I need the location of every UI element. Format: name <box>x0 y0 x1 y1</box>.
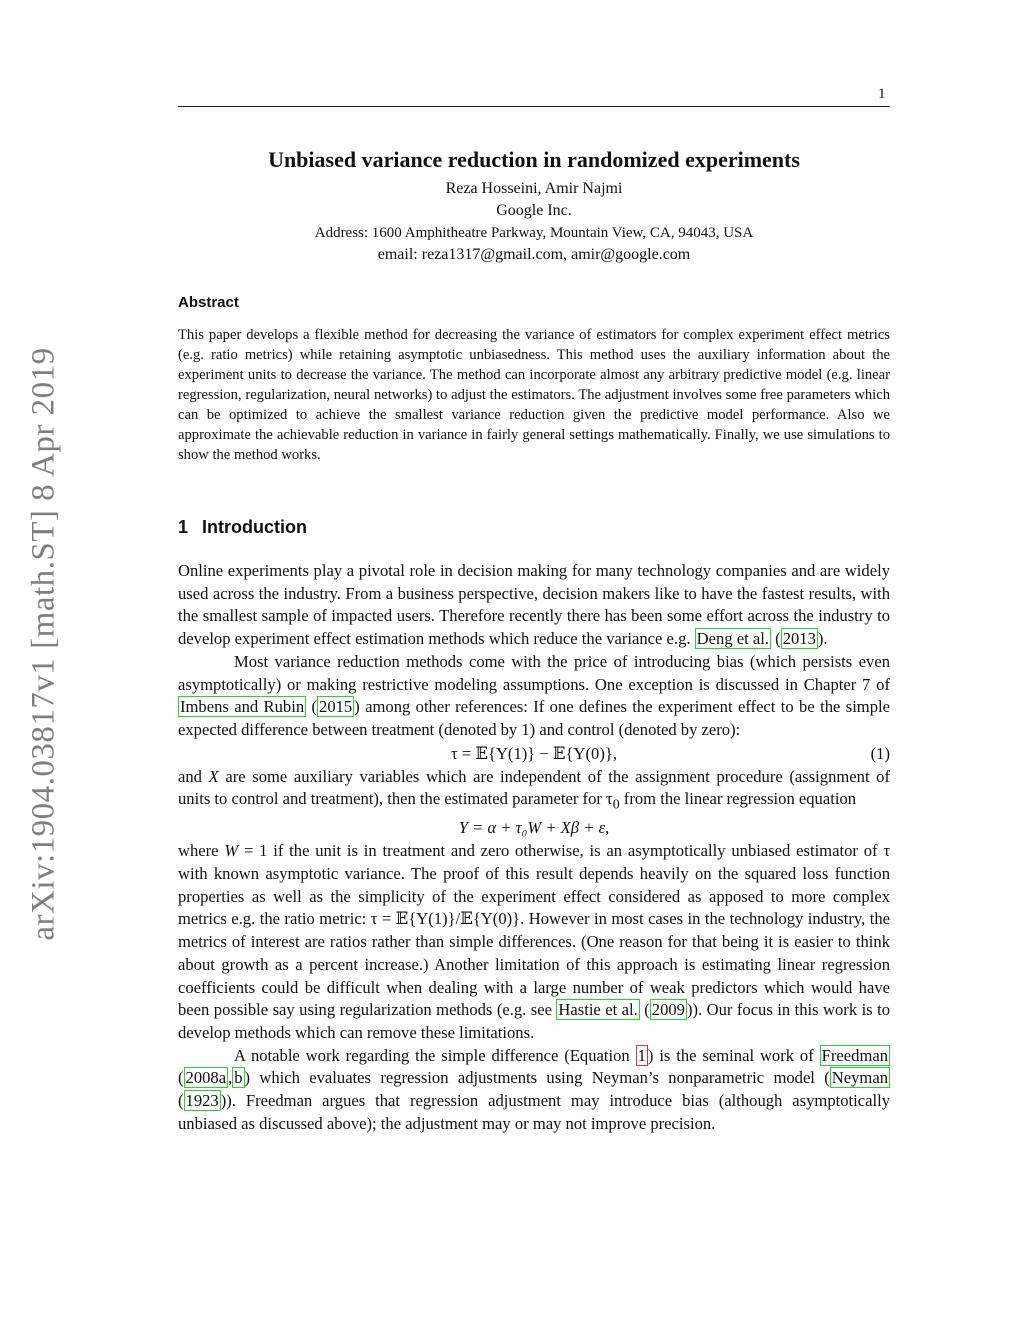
equation-2 <box>178 816 890 840</box>
citation-link[interactable]: Hastie et al. <box>558 1000 638 1020</box>
address: Address: 1600 Amphitheatre Parkway, Mountain View, CA, 94043, USA <box>314 225 754 241</box>
paragraph-2: Most variance reduction methods come with the price of introducing bias (which persists even asymptotically) or making restrictive modeling assumptions. One exception is discussed in Chapter 7 of Imbens and Rubin ( 2015 ) among other references: If one defines the experiment effect to be the simple expected difference between treatment (denoted by 1) and control (denoted by zero): <box>178 651 890 739</box>
paragraph-3: and X are some auxiliary variables which are independent of the assignment procedure (assignment of units to control and treatment), then the estimated parameter for $\tau_0$ from the linear regression equation <box>178 766 890 812</box>
body-text <box>178 560 890 1135</box>
citation-link[interactable]: Imbens and Rubin <box>180 697 305 717</box>
paragraph-4: where W = 1 if the unit is in treatment and zero otherwise, is an asymptotically unbiased estimator of τ with known asymptotic variance. The proof of this result depends heavily on the squared loss function properties as well as the simplicity of the experiment effect considered as apposed to more complex metrics e.g. the ratio metric: τ = 𝔼{Y(1)}/𝔼{Y(0)}. However in most cases in the technology industry, the metrics of interest are ratios rather than simple differences. (One reason for that being it is easier to think about growth as a percent increase.) Another limitation of this approach is estimating linear regression coefficients could be difficult when dealing with a large number of weak predictors which would have been possible say using regularization methods (e.g. see Hastie et al. ( 2009 )). Our focus in this work is to develop methods which can remove these limitations. <box>178 841 890 1042</box>
page-number: 1 <box>878 86 886 102</box>
equation-2-body: Y = α + τ₀W + Xβ + ε, <box>458 818 610 838</box>
citation-year-link[interactable]: 2008a <box>185 1068 227 1088</box>
paragraph-1: Online experiments play a pivotal role in decision making for many technology companies and are widely used across the industry. From a business perspective, decision makers like to have the fastest results, with the smallest sample of impacted users. Therefore recently there has been some effort across the industry to develop experiment effect estimation methods which reduce the variance e.g. Deng et al. ( 2013 ). <box>178 561 890 649</box>
section-title: Introduction <box>202 517 307 537</box>
equation-1-number: (1) <box>870 743 890 763</box>
citation-year-link[interactable]: 1923 <box>185 1091 219 1111</box>
citation-link[interactable]: Deng et al. <box>696 629 770 649</box>
equation-ref-link[interactable]: 1 <box>637 1045 646 1065</box>
citation-year-link[interactable]: 2013 <box>782 629 816 649</box>
equation-1 <box>178 742 890 766</box>
email: email: reza1317@gmail.com, amir@google.com <box>377 246 691 263</box>
arxiv-side-stamp: arXiv:1904.03817v1 [math.ST] 8 Apr 2019 <box>25 347 62 941</box>
citation-year-link[interactable]: 2015 <box>319 697 353 717</box>
citation-year-link[interactable]: b <box>234 1068 243 1088</box>
authors: Reza Hosseini, Amir Najmi <box>445 180 623 197</box>
section-heading <box>178 517 307 538</box>
affiliation: Google Inc. <box>496 202 572 219</box>
abstract-heading: Abstract <box>178 294 239 311</box>
section-number: 1 <box>178 517 189 537</box>
citation-link[interactable]: Freedman <box>821 1045 889 1065</box>
title-block <box>178 146 890 266</box>
citation-link[interactable]: Neyman <box>831 1068 888 1088</box>
paper-title: Unbiased variance reduction in randomized experiments <box>268 147 800 172</box>
paragraph-5: A notable work regarding the simple difference (Equation 1 ) is the seminal work of Freedman ( 2008a , b ) which evaluates regression adjustments using Neyman’s nonparametric model ( Neyman ( 1923 )). Freedman argues that regression adjustment may introduce bias (although asymptotically unbiased as discussed above); the adjustment may or may not improve precision. <box>178 1045 890 1133</box>
equation-1-body: τ = 𝔼{Y(1)} − 𝔼{Y(0)}, <box>451 743 617 763</box>
abstract-text: This paper develops a flexible method for decreasing the variance of estimators for complex experiment effect metrics (e.g. ratio metrics) while retaining asymptotic unbiasedness. This method uses the auxiliary information about the experiment units to decrease the variance. The method can incorporate almost any arbitrary predictive model (e.g. linear regression, regularization, neural networks) to adjust the estimators. The adjustment involves some free parameters which can be optimized to achieve the smallest variance reduction given the predictive model performance. Also we approximate the achievable reduction in variance in fairly general settings mathematically. Finally, we use simulations to show the method works. <box>178 327 890 463</box>
citation-year-link[interactable]: 2009 <box>651 1000 685 1020</box>
header-rule <box>178 106 890 107</box>
